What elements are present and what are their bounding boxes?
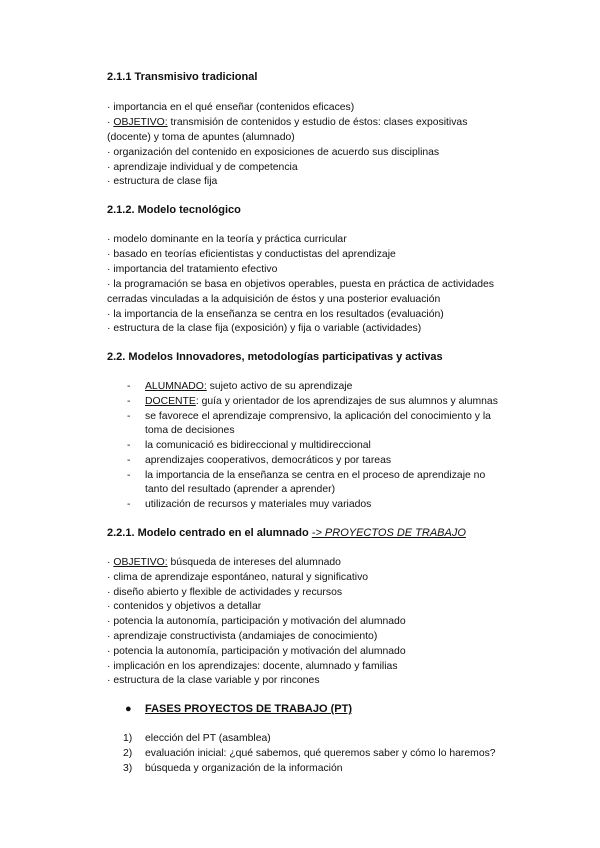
list-item-continuation: toma de decisiones bbox=[145, 425, 235, 436]
text-line: · potencia la autonomía, participación y motivación del alumnado bbox=[107, 646, 406, 657]
objetivo-text: búsqueda de intereses del alumnado bbox=[167, 557, 341, 568]
list-number: 3) bbox=[123, 763, 133, 774]
alumnado-label: ALUMNADO: bbox=[145, 381, 207, 392]
text-line: · importancia del tratamiento efectivo bbox=[107, 264, 278, 275]
bullet-prefix: · bbox=[107, 557, 114, 568]
text-line: · estructura de clase fija bbox=[107, 176, 218, 187]
bullet-prefix: · bbox=[107, 117, 114, 128]
text-line: · implicación en los aprendizajes: docente, alumnado y familias bbox=[107, 661, 398, 672]
text-line: cerradas vinculadas a la adquisición de éstos y una posterior evaluación bbox=[107, 294, 441, 305]
heading-modelo-tecnologico: 2.1.2. Modelo tecnológico bbox=[107, 204, 241, 216]
text-line: · estructura de la clase fija (exposición) y fija o variable (actividades) bbox=[107, 323, 422, 334]
text-line: · organización del contenido en exposiciones de acuerdo sus disciplinas bbox=[107, 147, 440, 158]
text-line: · modelo dominante en la teoría y práctica curricular bbox=[107, 234, 347, 245]
list-item: la comunicació es bidireccional y multidireccional bbox=[145, 440, 371, 451]
heading-modelo-centrado-alumnado bbox=[107, 527, 466, 539]
dash-marker: - bbox=[127, 411, 131, 422]
text-line: · la importancia de la enseñanza se centra en los resultados (evaluación) bbox=[107, 309, 444, 320]
proyectos-de-trabajo-link: -> PROYECTOS DE TRABAJO bbox=[311, 527, 466, 539]
text-line: · estructura de la clase variable y por rincones bbox=[107, 675, 320, 686]
list-item-docente bbox=[145, 395, 498, 410]
text-line: · basado en teorías eficientistas y conductistas del aprendizaje bbox=[107, 249, 396, 260]
numbered-item: elección del PT (asamblea) bbox=[145, 733, 271, 744]
list-number: 2) bbox=[123, 748, 133, 759]
text-line: · importancia en el qué enseñar (contenidos eficaces) bbox=[107, 102, 355, 113]
numbered-item: búsqueda y organización de la información bbox=[145, 763, 343, 774]
text-line: · aprendizaje constructivista (andamiajes de conocimiento) bbox=[107, 631, 378, 642]
text-line: · contenidos y objetivos a detallar bbox=[107, 601, 262, 612]
docente-label: DOCENTE bbox=[145, 396, 196, 407]
text-line: · diseño abierto y flexible de actividades y recursos bbox=[107, 587, 343, 598]
docente-text: : guía y orientador de los aprendizajes de sus alumnos y alumnas bbox=[195, 396, 498, 407]
numbered-item: evaluación inicial: ¿qué sabemos, qué queremos saber y cómo lo haremos? bbox=[145, 748, 496, 759]
objetivo-label: OBJETIVO: bbox=[113, 117, 168, 128]
alumnado-text: sujeto activo de su aprendizaje bbox=[206, 381, 353, 392]
list-item-alumnado bbox=[145, 380, 352, 395]
list-item: utilización de recursos y materiales muy variados bbox=[145, 499, 372, 510]
heading-text: 2.2.1. Modelo centrado en el alumnado bbox=[107, 527, 312, 539]
text-line: · potencia la autonomía, participación y motivación del alumnado bbox=[107, 616, 406, 627]
list-number: 1) bbox=[123, 733, 133, 744]
text-line: · la programación se basa en objetivos operables, puesta en práctica de actividades bbox=[107, 279, 494, 290]
bullet-dot: ● bbox=[125, 703, 132, 715]
text-line: · clima de aprendizaje espontáneo, natural y significativo bbox=[107, 572, 369, 583]
list-item: la importancia de la enseñanza se centra en el proceso de aprendizaje no bbox=[145, 470, 486, 481]
dash-marker: - bbox=[127, 396, 131, 407]
dash-marker: - bbox=[127, 381, 131, 392]
heading-modelos-innovadores: 2.2. Modelos Innovadores, metodologías participativas y activas bbox=[107, 351, 443, 363]
heading-transmisivo-tradicional: 2.1.1 Transmisivo tradicional bbox=[107, 71, 258, 83]
text-line: · aprendizaje individual y de competencia bbox=[107, 162, 298, 173]
dash-marker: - bbox=[127, 470, 131, 481]
list-item: se favorece el aprendizaje comprensivo, la aplicación del conocimiento y la bbox=[145, 411, 491, 422]
objetivo-label: OBJETIVO: bbox=[113, 557, 168, 568]
dash-marker: - bbox=[127, 440, 131, 451]
dash-marker: - bbox=[127, 455, 131, 466]
text-line-objetivo bbox=[107, 556, 341, 570]
list-item-continuation: tanto del resultado (aprender a aprender) bbox=[145, 484, 336, 495]
objetivo-text: transmisión de contenidos y estudio de éstos: clases expositivas bbox=[167, 117, 468, 128]
text-line: (docente) y toma de apuntes (alumnado) bbox=[107, 132, 295, 143]
heading-fases-proyectos: FASES PROYECTOS DE TRABAJO (PT) bbox=[145, 703, 352, 715]
text-line-objetivo bbox=[107, 116, 467, 130]
dash-marker: - bbox=[127, 499, 131, 510]
list-item: aprendizajes cooperativos, democráticos y por tareas bbox=[145, 455, 392, 466]
